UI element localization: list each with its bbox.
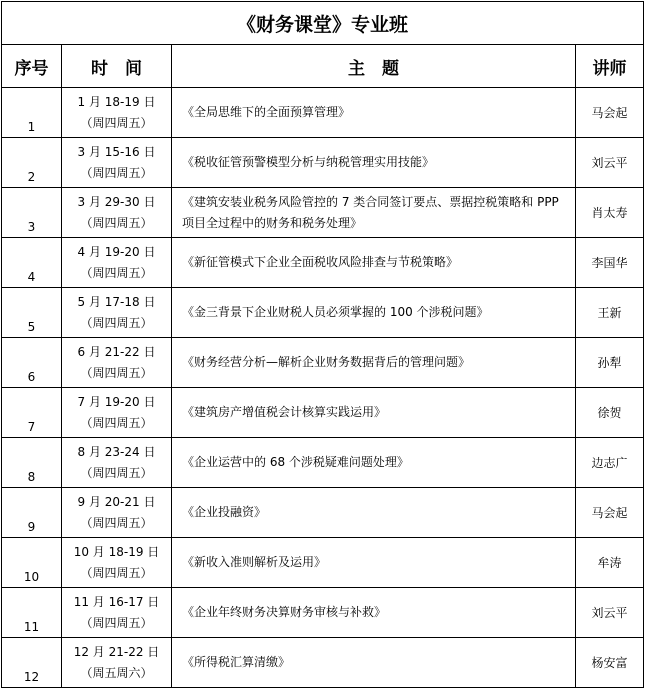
row-weekdays: （周四周五） bbox=[80, 215, 153, 230]
row-number: 10 bbox=[2, 538, 62, 588]
table-row bbox=[2, 388, 644, 438]
row-topic: 《所得税汇算清缴》 bbox=[172, 638, 576, 688]
row-weekdays: （周四周五） bbox=[80, 265, 153, 280]
row-time bbox=[62, 388, 172, 438]
table-title: 《财务课堂》专业班 bbox=[2, 2, 644, 45]
table-row bbox=[2, 488, 644, 538]
header-time: 时 间 bbox=[62, 45, 172, 88]
header-no: 序号 bbox=[2, 45, 62, 88]
row-weekdays: （周四周五） bbox=[80, 565, 153, 580]
row-time bbox=[62, 88, 172, 138]
row-lecturer: 刘云平 bbox=[576, 138, 644, 188]
table-row bbox=[2, 588, 644, 638]
row-number: 2 bbox=[2, 138, 62, 188]
row-number: 9 bbox=[2, 488, 62, 538]
row-weekdays: （周四周五） bbox=[80, 315, 153, 330]
table-row bbox=[2, 138, 644, 188]
row-topic: 《建筑房产增值税会计核算实践运用》 bbox=[172, 388, 576, 438]
row-weekdays: （周四周五） bbox=[80, 165, 153, 180]
row-date: 6 月 21-22 日 bbox=[77, 344, 156, 359]
row-weekdays: （周四周五） bbox=[80, 115, 153, 130]
row-date: 10 月 18-19 日 bbox=[73, 544, 160, 559]
header-row bbox=[2, 45, 644, 88]
row-topic: 《企业运营中的 68 个涉税疑难问题处理》 bbox=[172, 438, 576, 488]
row-date: 3 月 29-30 日 bbox=[77, 194, 156, 209]
row-topic: 《企业年终财务决算财务审核与补救》 bbox=[172, 588, 576, 638]
row-number: 7 bbox=[2, 388, 62, 438]
row-lecturer: 边志广 bbox=[576, 438, 644, 488]
row-lecturer: 孙犁 bbox=[576, 338, 644, 388]
row-time bbox=[62, 338, 172, 388]
row-number: 11 bbox=[2, 588, 62, 638]
row-date: 5 月 17-18 日 bbox=[77, 294, 156, 309]
row-weekdays: （周五周六） bbox=[80, 665, 153, 680]
row-date: 1 月 18-19 日 bbox=[77, 94, 156, 109]
row-time bbox=[62, 288, 172, 338]
row-time bbox=[62, 188, 172, 238]
row-date: 3 月 15-16 日 bbox=[77, 144, 156, 159]
row-number: 1 bbox=[2, 88, 62, 138]
row-weekdays: （周四周五） bbox=[80, 515, 153, 530]
row-date: 11 月 16-17 日 bbox=[73, 594, 160, 609]
row-topic: 《财务经营分析—解析企业财务数据背后的管理问题》 bbox=[172, 338, 576, 388]
row-time bbox=[62, 138, 172, 188]
row-lecturer: 马会起 bbox=[576, 488, 644, 538]
table-row bbox=[2, 238, 644, 288]
row-number: 5 bbox=[2, 288, 62, 338]
row-lecturer: 王新 bbox=[576, 288, 644, 338]
row-time bbox=[62, 538, 172, 588]
row-number: 3 bbox=[2, 188, 62, 238]
header-topic: 主 题 bbox=[172, 45, 576, 88]
row-topic: 《税收征管预警模型分析与纳税管理实用技能》 bbox=[172, 138, 576, 188]
row-time bbox=[62, 488, 172, 538]
row-topic: 《建筑安装业税务风险管控的 7 类合同签订要点、票据控税策略和 PPP 项目全过程中的财务和税务处理》 bbox=[172, 188, 576, 238]
table-row bbox=[2, 538, 644, 588]
row-lecturer: 肖太寿 bbox=[576, 188, 644, 238]
row-weekdays: （周四周五） bbox=[80, 615, 153, 630]
course-schedule-table bbox=[1, 1, 644, 688]
table-row bbox=[2, 338, 644, 388]
row-number: 6 bbox=[2, 338, 62, 388]
row-lecturer: 马会起 bbox=[576, 88, 644, 138]
row-date: 9 月 20-21 日 bbox=[77, 494, 156, 509]
row-lecturer: 刘云平 bbox=[576, 588, 644, 638]
header-lecturer: 讲师 bbox=[576, 45, 644, 88]
row-date: 4 月 19-20 日 bbox=[77, 244, 156, 259]
row-lecturer: 徐贺 bbox=[576, 388, 644, 438]
row-lecturer: 杨安富 bbox=[576, 638, 644, 688]
row-lecturer: 李国华 bbox=[576, 238, 644, 288]
row-topic: 《全局思维下的全面预算管理》 bbox=[172, 88, 576, 138]
row-topic: 《新征管模式下企业全面税收风险排查与节税策略》 bbox=[172, 238, 576, 288]
row-number: 12 bbox=[2, 638, 62, 688]
row-date: 12 月 21-22 日 bbox=[73, 644, 160, 659]
row-weekdays: （周四周五） bbox=[80, 415, 153, 430]
table-row bbox=[2, 438, 644, 488]
row-date: 7 月 19-20 日 bbox=[77, 394, 156, 409]
row-number: 4 bbox=[2, 238, 62, 288]
table-row bbox=[2, 88, 644, 138]
row-topic: 《企业投融资》 bbox=[172, 488, 576, 538]
row-weekdays: （周四周五） bbox=[80, 465, 153, 480]
table-row bbox=[2, 288, 644, 338]
row-time bbox=[62, 638, 172, 688]
row-number: 8 bbox=[2, 438, 62, 488]
row-topic: 《金三背景下企业财税人员必须掌握的 100 个涉税问题》 bbox=[172, 288, 576, 338]
row-time bbox=[62, 238, 172, 288]
row-topic: 《新收入准则解析及运用》 bbox=[172, 538, 576, 588]
table-row bbox=[2, 638, 644, 688]
row-weekdays: （周四周五） bbox=[80, 365, 153, 380]
row-time bbox=[62, 588, 172, 638]
row-date: 8 月 23-24 日 bbox=[77, 444, 156, 459]
table-row bbox=[2, 188, 644, 238]
row-lecturer: 牟涛 bbox=[576, 538, 644, 588]
row-time bbox=[62, 438, 172, 488]
